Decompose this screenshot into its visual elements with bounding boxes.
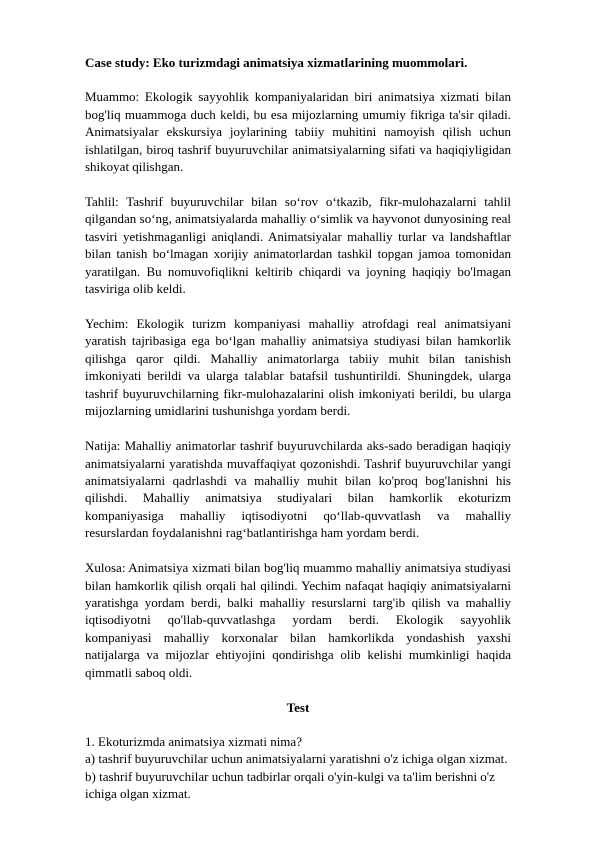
document-title: Case study: Eko turizmdagi animatsiya xizmatlarining muommolari. xyxy=(85,55,468,70)
test-question: 1. Ekoturizmda animatsiya xizmati nima? xyxy=(85,733,302,749)
answer-option-a: a) tashrif buyuruvchilar uchun animatsiyalarni yaratishni o'z ichiga olgan xizmat. xyxy=(85,751,508,767)
test-heading: Test xyxy=(286,699,310,715)
paragraph-tahlil: Tahlil: Tashrif buyuruvchilar bilan so‘rov o‘tkazib, fikr-mulohazalarni tahlil qilgandan so‘ng, animatsiyalarda mahalliy o‘simlik va hayvonot dunyosining real tasviri yetishmaganligi aniqlandi. Animatsiyalar mahalliy turlar va landshaftlar bilan tanish bo‘lmagan xorijiy animatorlardan tashkil topgan jamoa tomonidan yaratilgan. Bu nomuvofiqlikni keltirib chiqardi va joyning haqiqiy bo'lmagan tasviriga olib keldi. xyxy=(85,194,511,297)
paragraph-xulosa: Xulosa: Animatsiya xizmati bilan bog'liq muammo mahalliy animatsiya studiyasi bilan hamkorlik qilish orqali hal qilindi. Yechim nafaqat haqiqiy animatsiyalarni yaratishga yordam berdi, balki mahalliy resurslarni targ'ib qilish va mahalliy iqtisodiyotni qo'llab-quvvatlashga yordam berdi. Ekologik sayyohlik kompaniyasi mahalliy korxonalar bilan hamkorlikda yondashish yaxshi natijalarga va mijozlar ehtiyojini qondirishga olib kelishi mumkinligi haqida qimmatli saboq oldi. xyxy=(85,560,511,680)
answer-option-b-line-1: b) tashrif buyuruvchilar uchun tadbirlar orqali o'yin-kulgi va ta'lim berishni o'z xyxy=(85,768,495,784)
answer-option-b-line-2: ichiga olgan xizmat. xyxy=(85,786,191,802)
document-page xyxy=(85,54,511,803)
paragraph-natija: Natija: Mahalliy animatorlar tashrif buyuruvchilarda aks-sado beradigan haqiqiy animatsiyalarni yaratishda muvaffaqiyat qozonishdi. Tashrif buyuruvchilar yangi animatsiyalarni qadrlashdi va mahalliy muhit bilan ko'proq bog'lanishni his qilishdi. Mahalliy animatsiya studiyalari bilan hamkorlik ekoturizm kompaniyasiga mahalliy iqtisodiyotni qo‘llab-quvvatlash va mahalliy resurslardan foydalanishni rag‘batlantirishga ham yordam berdi. xyxy=(85,438,511,541)
paragraph-yechim: Yechim: Ekologik turizm kompaniyasi mahalliy atrofdagi real animatsiyani yaratish tajribasiga ega bo‘lgan mahalliy animatsiya studiyasi bilan hamkorlik qilishga qaror qildi. Mahalliy animatorlarga tabiiy muhit bilan tanishish imkoniyati berildi va ularga talablar batafsil tushuntirildi. Shuningdek, ularga tashrif buyuruvchilarning fikr-mulohazalarini olish imkoniyati berildi, bu ularga mijozlarning umidlarini tushunishga yordam berdi. xyxy=(85,316,511,419)
paragraph-muammo: Muammo: Ekologik sayyohlik kompaniyalaridan biri animatsiya xizmati bilan bog'liq muammoga duch keldi, bu esa mijozlarning umumiy fikriga ta'sir qiladi. Animatsiyalar ekskursiya joylarining tabiiy muhitini namoyish qilish uchun ishlatilgan, biroq tashrif buyuruvchilar animatsiyalarning sifati va haqiqiyligidan shikoyat qilishgan. xyxy=(85,89,511,175)
